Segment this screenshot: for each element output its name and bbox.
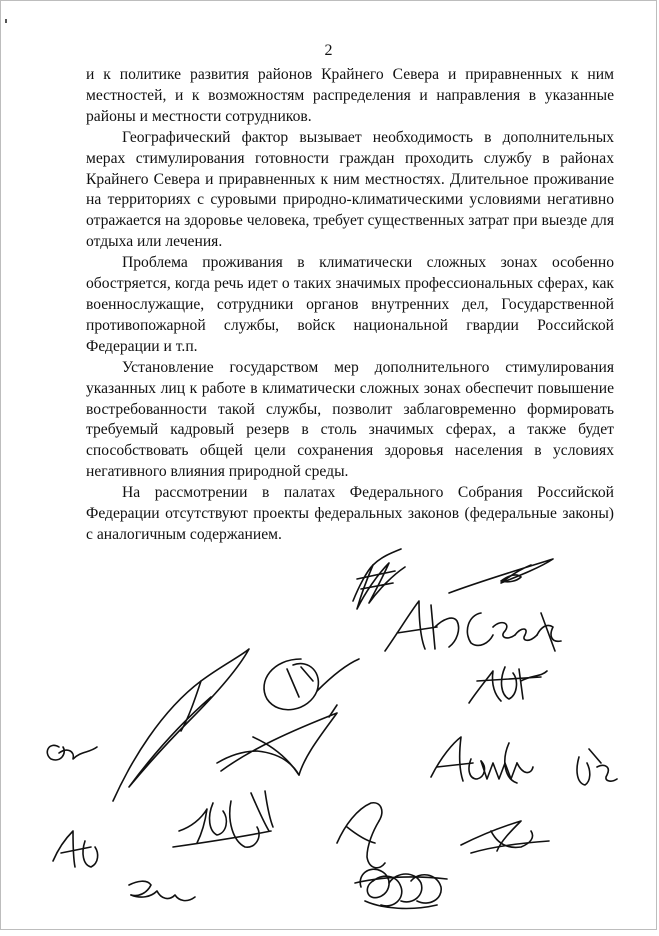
signature-13 bbox=[461, 821, 549, 853]
signature-6 bbox=[264, 659, 359, 710]
signature-5 bbox=[113, 649, 249, 801]
signatures-area bbox=[1, 531, 658, 931]
signature-2 bbox=[449, 559, 553, 593]
page-number: 2 bbox=[324, 42, 333, 59]
signature-11 bbox=[173, 791, 273, 847]
paragraph-1: и к политике развития районов Крайнего Севера и приравненных к ним местностей, и к возможностям распределения и направления в указанные районы и местности сотрудников. bbox=[86, 66, 614, 125]
paragraph-4: Установление государством мер дополнительного стимулирования указанных лиц к работе в климатически сложных зонах обеспечит повышение востребованности такой службы, позволит заблаговременно формировать требуемый кадровый резерв в столь значимых сферах, а также будет способствовать общей цели сохранения здоровья населения в условиях негативного влияния природной среды. bbox=[86, 358, 614, 481]
signature-10 bbox=[577, 749, 617, 785]
signature-7 bbox=[47, 745, 97, 760]
signature-3 bbox=[385, 601, 561, 651]
scan-artifact bbox=[5, 19, 7, 23]
signature-8 bbox=[217, 705, 337, 775]
signature-1 bbox=[353, 549, 405, 609]
paragraph-2: Географический фактор вызывает необходимость в дополнительных мерах стимулирования готовности граждан проходить службу в районах Крайнего Севера и приравненных к ним местностях. Длительное проживание на территориях с суровыми природно-климатическими условиями негативно отражается на здоровье человека, требует существенных затрат при выезде для отдыха или лечения. bbox=[86, 128, 614, 251]
signature-14 bbox=[53, 831, 98, 867]
signature-12 bbox=[337, 803, 385, 868]
paragraph-3: Проблема проживания в климатически сложных зонах особенно обостряется, когда речь идет о таких значимых профессиональных сферах, как военнослужащие, сотрудники органов внутренних дел, Государственной противопожарной службы, войск национальной гвардии Российской Федерации и т.п. bbox=[86, 254, 614, 355]
signature-15 bbox=[129, 881, 195, 900]
paragraph-5: На рассмотрении в палатах Федерального Собрания Российской Федерации отсутствуют проекты федеральных законов (федеральные законы) с аналогичным содержанием. bbox=[86, 484, 614, 543]
body-text bbox=[86, 65, 614, 546]
signature-16 bbox=[355, 869, 447, 908]
signature-4 bbox=[469, 667, 547, 703]
signature-9 bbox=[431, 737, 533, 783]
signatures-svg bbox=[1, 531, 658, 931]
